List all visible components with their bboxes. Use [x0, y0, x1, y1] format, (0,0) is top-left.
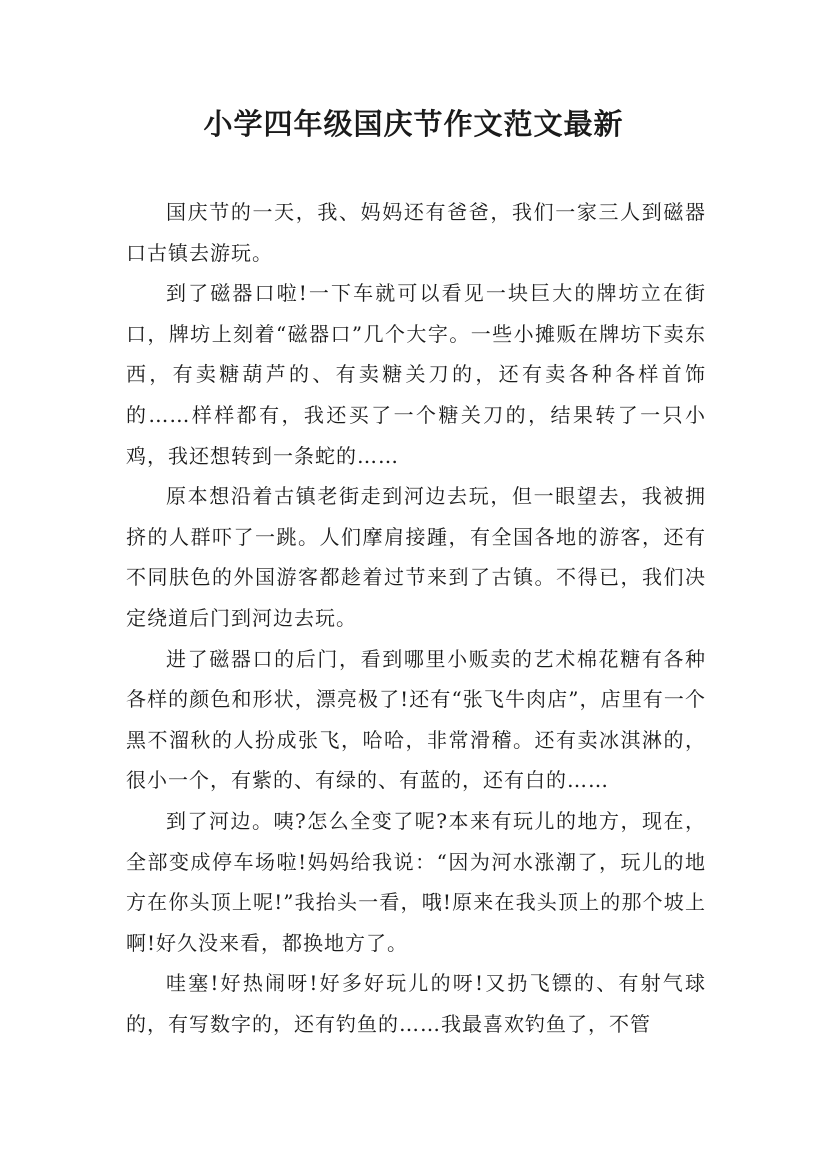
- document-title: 小学四年级国庆节作文范文最新: [203, 107, 624, 141]
- paragraph: 到了磁器口啦!一下车就可以看见一块巨大的牌坊立在街口，牌坊上刻着“磁器口”几个大字。一些小摊贩在牌坊下卖东西，有卖糖葫芦的、有卖糖关刀的，还有卖各种各样首饰的……样样都有，我还买了一个糖关刀的，结果转了一只小鸡，我还想转到一条蛇的……: [126, 281, 706, 468]
- paragraph: 哇塞!好热闹呀!好多好玩儿的呀!又扔飞镖的、有射气球的，有写数字的，还有钓鱼的……我最喜欢钓鱼了，不管: [126, 971, 706, 1036]
- paragraph: 到了河边。咦?怎么全变了呢?本来有玩儿的地方，现在，全部变成停车场啦!妈妈给我说：“因为河水涨潮了，玩儿的地方在你头顶上呢!”我抬头一看，哦!原来在我头顶上的那个坡上啊!好久没来看，都换地方了。: [126, 808, 706, 955]
- document-body: [126, 192, 706, 1044]
- paragraph: 原本想沿着古镇老街走到河边去玩，但一眼望去，我被拥挤的人群吓了一跳。人们摩肩接踵，有全国各地的游客，还有不同肤色的外国游客都趁着过节来到了古镇。不得已，我们决定绕道后门到河边去玩。: [126, 484, 706, 630]
- paragraph: 国庆节的一天，我、妈妈还有爸爸，我们一家三人到磁器口古镇去游玩。: [126, 200, 706, 265]
- paragraph: 进了磁器口的后门，看到哪里小贩卖的艺术棉花糖有各种各样的颜色和形状，漂亮极了!还有“张飞牛肉店”，店里有一个黑不溜秋的人扮成张飞，哈哈，非常滑稽。还有卖冰淇淋的，很小一个，有紫的、有绿的、有蓝的，还有白的……: [126, 646, 706, 793]
